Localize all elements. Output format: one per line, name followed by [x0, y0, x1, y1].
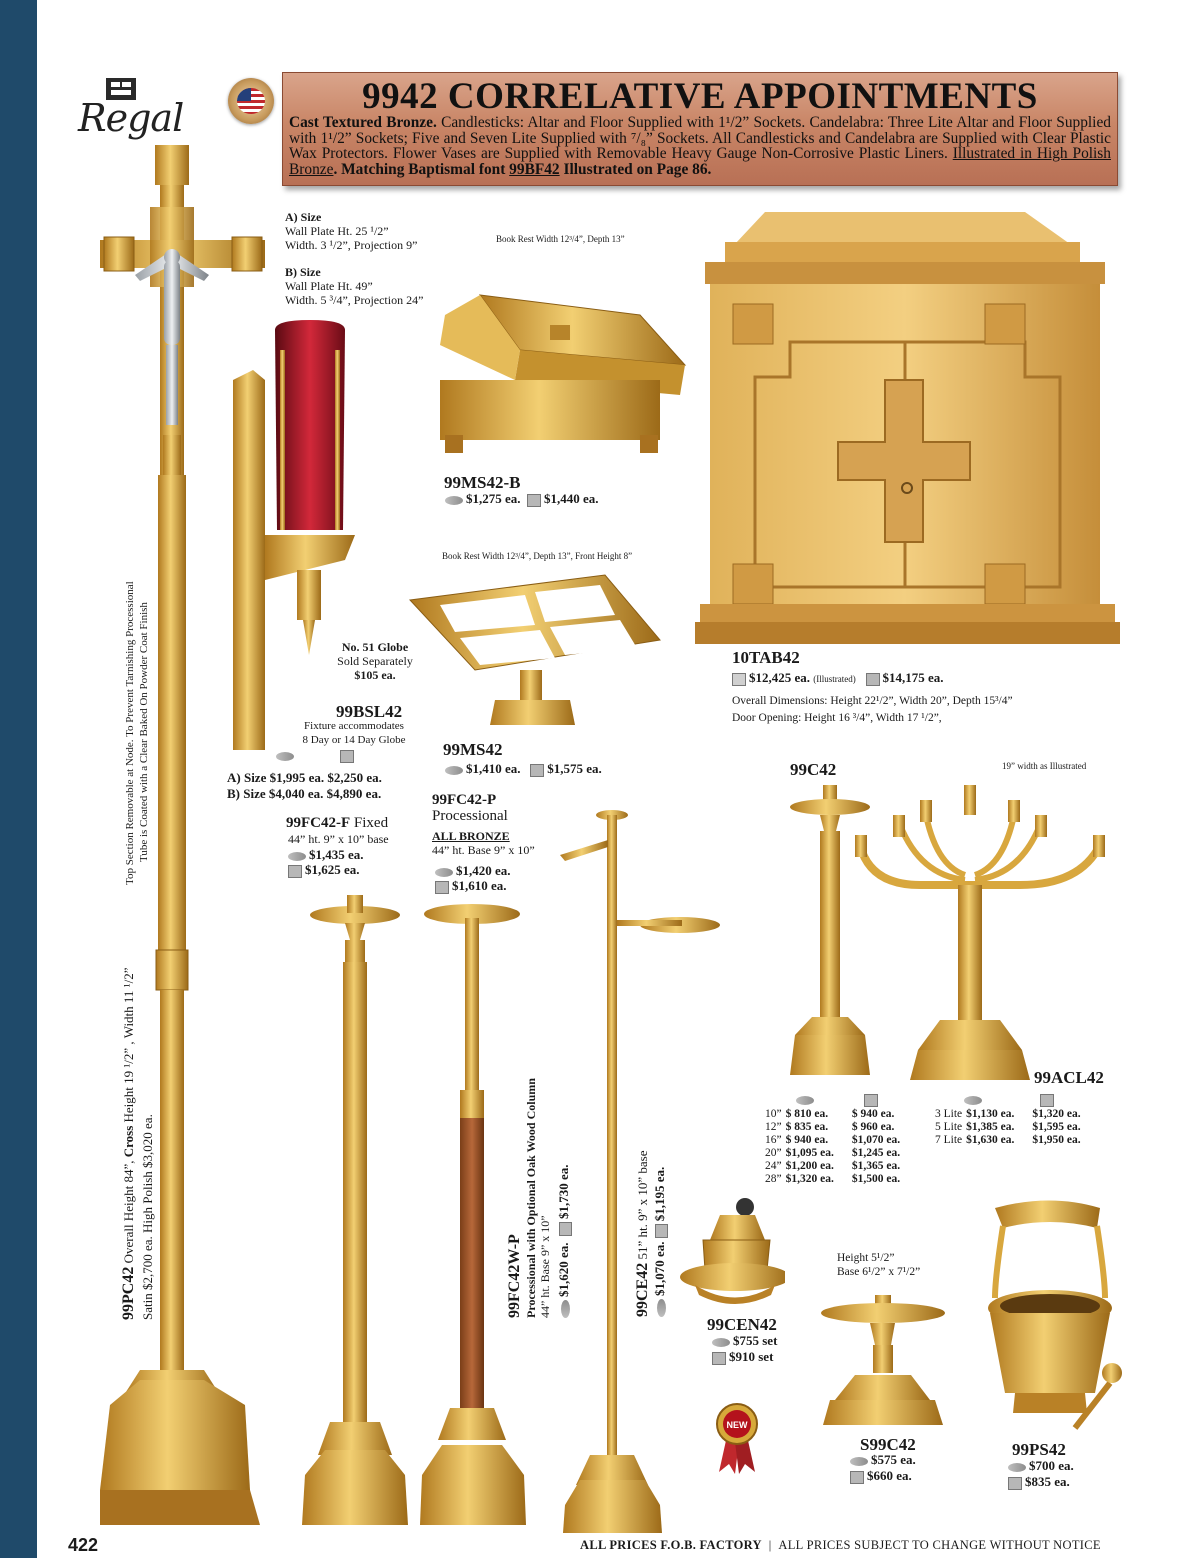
msb-code: 99MS42-B	[444, 473, 521, 492]
acl-polish: $1,595 ea.	[1032, 1121, 1081, 1133]
bsl-row-b-satin: $4,040 ea.	[268, 786, 324, 801]
bsl-desc-2: 8 Day or 14 Day Globe	[302, 734, 406, 746]
tab-dims-2: Door Opening: Height 16 ³/4”, Width 17 ¹/2”,	[732, 712, 942, 724]
tabernacle-image	[695, 212, 1120, 644]
footer-text	[580, 1538, 1101, 1553]
high-polish-finish-icon	[435, 881, 449, 894]
c42-polish: $1,500 ea.	[851, 1173, 901, 1185]
high-polish-finish-icon	[1008, 1477, 1022, 1490]
page-number: 422	[68, 1535, 99, 1555]
bsl-size-b-label: B) Size	[285, 265, 321, 279]
acl-price-table	[935, 1108, 1085, 1147]
flag-canton	[237, 88, 251, 101]
table-row	[765, 1121, 904, 1134]
ce-price-polish: $1,195 ea.	[652, 1166, 667, 1222]
acl-code: 99ACL42	[1034, 1068, 1104, 1087]
c42-satin: $ 810 ea.	[785, 1108, 829, 1120]
cen-price-polish: $910 set	[729, 1349, 774, 1364]
fcf-price-h-row	[288, 862, 360, 878]
table-row	[765, 1108, 904, 1121]
regal-logo	[76, 76, 184, 156]
footer-left: ALL PRICES F.O.B. FACTORY	[580, 1538, 762, 1552]
bsl-size-b	[285, 265, 423, 307]
header-underlined: Illustrated in High Polish Bronze	[289, 145, 1111, 178]
s99-dim-2: Base 6¹/2” x 7¹/2”	[837, 1266, 921, 1278]
bsl-desc	[298, 719, 410, 747]
bsl-size-b-line1: Wall Plate Ht. 49”	[285, 279, 373, 293]
small-altar-candlestick-image	[815, 1295, 950, 1430]
table-row	[935, 1134, 1085, 1147]
ce-code: 99CE42	[634, 1262, 651, 1317]
ms-price-polish: $1,575 ea.	[547, 761, 602, 776]
c42-polish: $1,070 ea.	[851, 1134, 901, 1146]
fcp-price-s-row	[435, 863, 511, 878]
altar-candlestick-and-candelabra-image	[760, 785, 1120, 1085]
cen-price-satin: $755 set	[733, 1333, 778, 1348]
fcf-desc: 44” ht. 9” x 10” base	[288, 832, 389, 846]
header-banner	[282, 72, 1118, 186]
ps-price-satin: $700 ea.	[1029, 1458, 1074, 1473]
cen-price-s-row	[712, 1333, 777, 1348]
satin-finish-icon	[796, 1096, 814, 1105]
table-row	[765, 1173, 904, 1186]
ce-spec: 51” ht. 9” x 10” base	[635, 1150, 650, 1263]
bsl-size-a-line1: Wall Plate Ht. 25 ¹/2”	[285, 224, 389, 238]
bsl-globe-price: $105 ea.	[354, 668, 396, 682]
table-row	[935, 1108, 1085, 1121]
ps-price-h-row	[1008, 1474, 1070, 1490]
c42-polish: $ 940 ea.	[851, 1108, 895, 1120]
missal-stand-flat-image	[440, 285, 690, 455]
ms-code: 99MS42	[443, 740, 503, 759]
acl-lite: 3 Lite	[935, 1108, 963, 1120]
footer-right: ALL PRICES SUBJECT TO CHANGE WITHOUT NOTICE	[778, 1538, 1101, 1552]
satin-finish-icon	[657, 1299, 666, 1317]
c42-size: 24”	[765, 1160, 782, 1172]
fcw-code: 99FC42W-P	[506, 1234, 523, 1318]
satin-finish-icon	[712, 1338, 730, 1347]
satin-finish-icon	[445, 496, 463, 505]
fcw-price-satin: $1,620 ea.	[556, 1242, 571, 1297]
msb-price-polish: $1,440 ea.	[544, 491, 599, 506]
bsl-size-a	[285, 210, 417, 252]
table-row	[765, 1160, 904, 1173]
fcw-caption	[506, 1234, 524, 1318]
bsl-globe-2: Sold Separately	[337, 654, 413, 668]
ps-price-polish: $835 ea.	[1025, 1474, 1070, 1489]
custom-finish-icon	[732, 673, 746, 686]
acl-lite: 5 Lite	[935, 1121, 963, 1133]
fcw-price-polish: $1,730 ea.	[556, 1164, 571, 1219]
ps-price-s-row	[1008, 1458, 1074, 1473]
c42-polish: $1,245 ea.	[851, 1147, 901, 1159]
c42-satin: $1,320 ea.	[785, 1173, 834, 1185]
high-polish-finish-icon	[712, 1352, 726, 1365]
s99-price-polish: $660 ea.	[867, 1468, 912, 1483]
s99-price-h-row	[850, 1468, 912, 1484]
bsl-globe-1: No. 51 Globe	[341, 640, 409, 654]
fcp-line2: Processional	[432, 808, 508, 824]
bsl-size-a-line2: Width. 3 ¹/2”, Projection 9”	[285, 238, 418, 252]
new-badge-text: NEW	[726, 1420, 748, 1430]
ce-price-satin: $1,070 ea.	[652, 1241, 667, 1296]
table-row	[765, 1147, 904, 1160]
bsl-size-a-label: A) Size	[285, 210, 322, 224]
msb-note: Book Rest Width 12³/4”, Depth 13”	[496, 234, 625, 244]
high-polish-finish-icon	[850, 1471, 864, 1484]
fcp-price-h-row	[435, 878, 507, 894]
flag-stripes	[237, 88, 265, 114]
fcp-all-bronze: ALL BRONZE	[432, 829, 510, 843]
new-badge-icon	[713, 1402, 761, 1474]
tab-illustrated: (Illustrated)	[813, 674, 856, 684]
censer-image	[675, 1195, 785, 1305]
fcf-price-satin: $1,435 ea.	[309, 847, 364, 862]
left-color-band	[0, 0, 37, 1558]
high-polish-finish-icon	[340, 750, 354, 763]
bsl-row-a-satin: $1,995 ea.	[269, 770, 325, 785]
bsl-row-a-label: A) Size	[227, 770, 267, 785]
table-row	[765, 1134, 904, 1147]
ms-note: Book Rest Width 12³/4”, Depth 13”, Front Height 8”	[442, 551, 633, 561]
table-row	[935, 1121, 1085, 1134]
fcp-desc: 44” ht. Base 9” x 10”	[432, 843, 535, 857]
fcw-line1: Processional with Optional Oak Wood Column	[524, 1078, 538, 1318]
c42-satin: $ 940 ea.	[785, 1134, 829, 1146]
c42-size: 28”	[765, 1173, 782, 1185]
high-polish-finish-icon	[288, 865, 302, 878]
acl-lite: 7 Lite	[935, 1134, 963, 1146]
floor-candlestick-fixed-image	[300, 895, 410, 1535]
fcp-price-satin: $1,420 ea.	[456, 863, 511, 878]
high-polish-finish-icon	[530, 764, 544, 777]
bsl-row-b	[227, 786, 381, 801]
c42-size: 16”	[765, 1134, 782, 1146]
cen-code: 99CEN42	[707, 1315, 777, 1334]
bsl-row-a-polish: $2,250 ea.	[327, 770, 382, 785]
satin-finish-icon	[445, 766, 463, 775]
acl-satin: $1,130 ea.	[966, 1108, 1015, 1120]
header-description	[289, 115, 1111, 177]
c42-price-table	[765, 1108, 904, 1186]
header-tail-code: 99BF42	[509, 160, 560, 178]
ms-price-satin: $1,410 ea.	[466, 761, 521, 776]
tab-code: 10TAB42	[732, 648, 800, 667]
satin-finish-icon	[850, 1457, 868, 1466]
fcw-line2: 44” ht. Base 9” x 10”	[538, 1215, 552, 1318]
tab-price-c: $12,425 ea.	[749, 670, 811, 685]
s99-dim-1: Height 5¹/2”	[837, 1252, 895, 1264]
high-polish-finish-icon	[864, 1094, 878, 1107]
fcp-price-polish: $1,610 ea.	[452, 878, 507, 893]
fcf-code: 99FC42-F	[286, 815, 351, 831]
fcf-suffix: Fixed	[350, 815, 389, 831]
usa-flag-seal-icon	[228, 78, 274, 124]
high-polish-finish-icon	[1040, 1094, 1054, 1107]
satin-finish-icon	[1008, 1463, 1026, 1472]
satin-finish-icon	[288, 852, 306, 861]
pc-side-note-2: Tube is Coated with a Clear Baked On Powder Coat Finish	[138, 602, 150, 862]
sanctuary-lamp-image	[225, 320, 355, 760]
footer-separator: |	[768, 1538, 772, 1552]
acl-polish: $1,950 ea.	[1032, 1134, 1081, 1146]
bsl-desc-1: Fixture accommodates	[304, 720, 404, 732]
header-lead: Cast Textured Bronze.	[289, 114, 437, 131]
regal-logo-text: Regal	[78, 96, 184, 140]
pc-prices: Satin $2,700 ea. High Polish $3,020 ea.	[140, 1114, 155, 1320]
bsl-globe-note	[335, 640, 415, 682]
tab-dims-1: Overall Dimensions: Height 22¹/2”, Width 20”, Depth 15³/4”	[732, 695, 1013, 707]
floor-candlestick-oak-image	[420, 900, 530, 1535]
c42-size: 12”	[765, 1121, 782, 1133]
header-body: Candlesticks: Altar and Floor Supplied with 1¹/2” Sockets. Candelabra: Three Lite Altar and Floor Supplied with 1¹/2” Sockets; Five and Seven Lite Supplied with ⁷/₈” Sockets. All Candlesticks and Candelabra are Supplied with Clear Plastic Wax Protectors. Flower Vases are Supplied with Removable Heavy Gauge Non-Corrosive Plastic Liners.	[289, 114, 1111, 162]
holy-water-pot-image	[975, 1198, 1125, 1438]
missal-stand-raised-image	[405, 570, 665, 735]
acl-satin: $1,385 ea.	[966, 1121, 1015, 1133]
fcf-price-polish: $1,625 ea.	[305, 862, 360, 877]
c42-satin: $1,095 ea.	[785, 1147, 834, 1159]
s99-price-satin: $575 ea.	[871, 1452, 916, 1467]
c42-size: 10”	[765, 1108, 782, 1120]
pc-cross-label: Cross	[121, 1125, 136, 1158]
high-polish-finish-icon	[527, 494, 541, 507]
fcf-title	[286, 815, 388, 832]
ce-prices	[652, 1167, 668, 1317]
pc-spec: Overall Height 84”,	[121, 1157, 136, 1267]
c42-code: 99C42	[790, 760, 837, 779]
c42-satin: $1,200 ea.	[785, 1160, 834, 1172]
bsl-row-b-polish: $4,890 ea.	[326, 786, 382, 801]
high-polish-finish-icon	[866, 673, 880, 686]
bsl-row-b-label: B) Size	[227, 786, 266, 801]
ce-caption	[634, 1150, 652, 1317]
c42-satin: $ 835 ea.	[785, 1121, 829, 1133]
c42-polish: $ 960 ea.	[851, 1121, 895, 1133]
header-tail-end: Illustrated on Page 86.	[559, 160, 712, 178]
fcf-price-s-row	[288, 847, 364, 862]
header-tail: . Matching Baptismal font	[333, 160, 510, 178]
satin-finish-icon	[435, 868, 453, 877]
page-title: 9942 CORRELATIVE APPOINTMENTS	[362, 76, 1038, 117]
acl-note: 19” width as Illustrated	[1002, 761, 1087, 771]
tab-price-polish: $14,175 ea.	[882, 670, 944, 685]
pc-side-note-1: Top Section Removable at Node. To Prevent Tarnishing Processional	[124, 581, 136, 885]
fcp-code: 99FC42-P	[432, 792, 497, 808]
satin-finish-icon	[964, 1096, 982, 1105]
acl-polish: $1,320 ea.	[1032, 1108, 1081, 1120]
pc-cross-spec: Height 19 ¹/2” , Width 11 ¹/2”	[121, 967, 136, 1126]
tab-prices	[732, 670, 944, 686]
s99-price-s-row	[850, 1452, 916, 1467]
bsl-code: 99BSL42	[336, 702, 403, 721]
high-polish-finish-icon	[655, 1224, 668, 1238]
bsl-row-a	[227, 770, 382, 785]
bsl-size-b-line2: Width. 5 ³/4”, Projection 24”	[285, 293, 424, 307]
fcp-title	[432, 792, 508, 824]
c42-size: 20”	[765, 1147, 782, 1159]
msb-price-satin: $1,275 ea.	[466, 491, 521, 506]
satin-finish-icon	[276, 752, 294, 761]
s99-code: S99C42	[860, 1435, 916, 1454]
pc-code: 99PC42	[120, 1266, 137, 1320]
pc-caption	[120, 968, 138, 1320]
msb-prices	[445, 491, 599, 507]
c42-polish: $1,365 ea.	[851, 1160, 901, 1172]
acl-satin: $1,630 ea.	[966, 1134, 1015, 1146]
cen-price-h-row	[712, 1349, 773, 1365]
ps-code: 99PS42	[1012, 1440, 1066, 1459]
ms-prices	[445, 761, 602, 777]
